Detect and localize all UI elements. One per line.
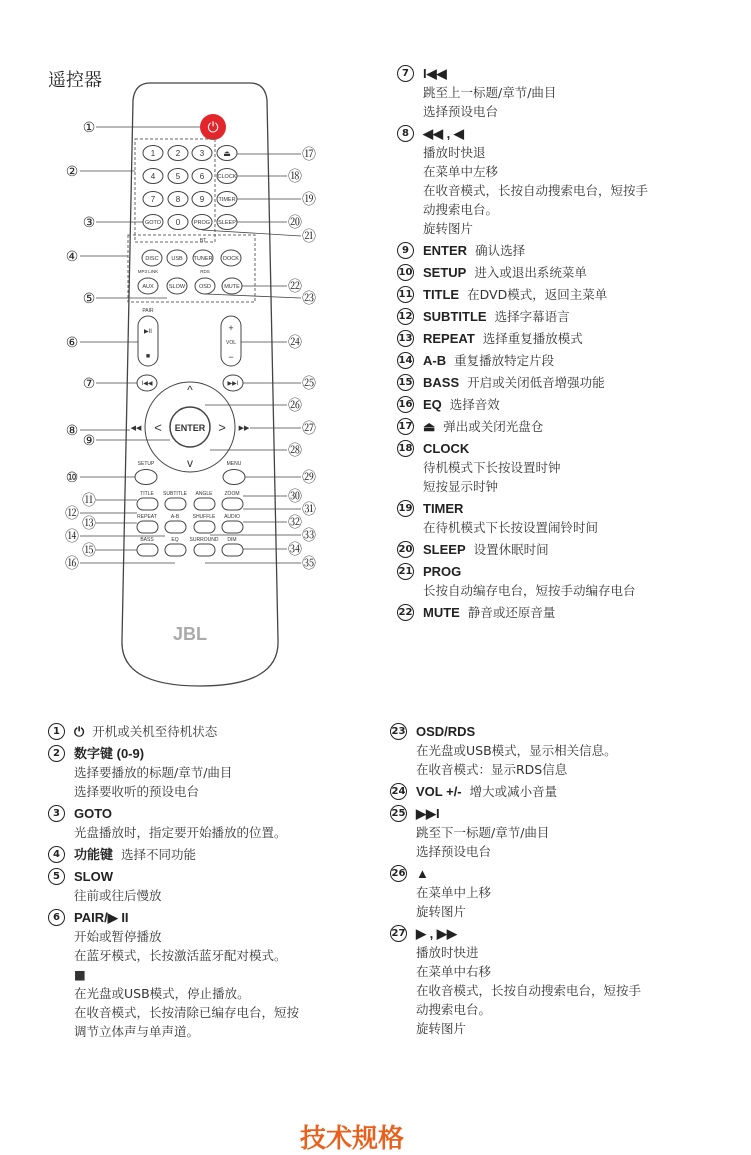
legend-line: 跳至下一标题/章节/曲目 [416, 825, 550, 840]
callout-24: ㉔ [288, 334, 302, 350]
legend-number: 21 [397, 563, 414, 580]
legend-line: 选择要播放的标题/章节/曲目 [74, 765, 233, 780]
dim-label: DIM [227, 537, 237, 543]
power-icon: ⏻ [207, 119, 219, 135]
callout-35: ㉟ [302, 555, 316, 571]
right-top-legend [397, 64, 737, 625]
legend-line: 在菜单中上移 [416, 885, 492, 900]
legend-name: ▶ , ▶▶ [416, 926, 457, 941]
num-key-8: 8 [175, 195, 181, 204]
legend-item [390, 804, 730, 861]
setup-label: SETUP [137, 461, 155, 467]
prev-key: I◀◀ [141, 381, 153, 387]
callout-7: ⑦ [82, 375, 96, 391]
right-key: > [218, 420, 226, 435]
callout-32: ㉜ [288, 514, 302, 530]
eq-key [165, 544, 186, 556]
legend-number: 11 [397, 286, 414, 303]
legend-number: 4 [48, 846, 65, 863]
callout-25: ㉕ [302, 375, 316, 391]
jbl-logo: JBL [172, 624, 208, 644]
legend-number: 12 [397, 308, 414, 325]
left-bottom-legend [48, 722, 388, 1044]
legend-line: 在菜单中左移 [423, 164, 499, 179]
legend-line: ■ [74, 967, 86, 982]
num-key-7: 7 [150, 195, 156, 204]
legend-name: I◀◀ [423, 66, 447, 81]
legend-item [397, 603, 737, 622]
legend-desc: 进入或退出系统菜单 [474, 265, 587, 280]
legend-item [397, 124, 737, 238]
legend-desc: 选择重复播放模式 [482, 331, 583, 346]
ab-label: A-B [170, 514, 180, 520]
legend-item [397, 241, 737, 260]
timer-key: TIMER [218, 197, 236, 203]
legend-number: 7 [397, 65, 414, 82]
rds-label: RDS [200, 269, 210, 274]
angle-label: ANGLE [195, 491, 213, 497]
vol-plus-key: + [228, 323, 234, 333]
mp3link-label: MP3 LINK [137, 269, 159, 274]
legend-number: 14 [397, 352, 414, 369]
menu-label: MENU [226, 461, 242, 467]
legend-name: ⏏ [423, 419, 436, 434]
callout-19: ⑲ [302, 191, 316, 207]
legend-name: ▲ [416, 866, 429, 881]
legend-number: 6 [48, 909, 65, 926]
legend-line: 在收音模式，长按自动搜索电台，短按手 [416, 983, 642, 998]
callout-21: ㉑ [302, 228, 316, 244]
bt-label: BT [199, 238, 207, 244]
page-title: 遥控器 [48, 70, 102, 91]
footer-section-heading: 技术规格 [300, 1124, 405, 1154]
callout-33: ㉝ [302, 527, 316, 543]
callout-17: ⑰ [302, 146, 316, 162]
num-key-2: 2 [175, 149, 181, 158]
legend-desc: 静音或还原音量 [467, 605, 556, 620]
legend-name: ⏻ [74, 724, 85, 739]
dock-key: DOCK [223, 256, 239, 262]
legend-line: 选择预设电台 [423, 104, 499, 119]
legend-line: 调节立体声与单声道。 [74, 1024, 200, 1039]
legend-name: ◀◀ , ◀ [423, 126, 464, 141]
legend-number: 25 [390, 805, 407, 822]
down-key: v [187, 456, 193, 470]
bass-label: BASS [140, 537, 154, 543]
legend-line: 在待机模式下长按设置闹铃时间 [423, 520, 599, 535]
legend-desc: 选择不同功能 [121, 847, 197, 862]
legend-item [48, 845, 388, 864]
sleep-key: SLEEP [218, 220, 236, 226]
legend-name: OSD/RDS [416, 724, 476, 739]
dim-key [222, 544, 243, 556]
num-key-0: 0 [175, 218, 181, 227]
legend-line: 在光盘或USB模式，停止播放。 [74, 986, 250, 1001]
num-key-5: 5 [175, 172, 181, 181]
legend-item [397, 351, 737, 370]
legend-number: 26 [390, 865, 407, 882]
eq-label: EQ [171, 537, 179, 543]
legend-line: 往前或往后慢放 [74, 888, 162, 903]
legend-line: 在收音模式，长按清除已编存电台，短按 [74, 1005, 300, 1020]
legend-line: 选择要收听的预设电台 [74, 784, 200, 799]
legend-line: 在收音模式，长按自动搜索电台，短按手 [423, 183, 649, 198]
legend-item [397, 395, 737, 414]
legend-name: SLOW [74, 869, 113, 884]
usb-key: USB [171, 256, 183, 262]
menu-key [223, 470, 245, 485]
callout-15: ⑮ [82, 542, 96, 558]
callout-6: ⑥ [65, 334, 79, 350]
callout-2: ② [65, 163, 79, 179]
callout-28: ㉘ [288, 442, 302, 458]
legend-desc: 选择音效 [449, 397, 500, 412]
legend-item [397, 329, 737, 348]
prog-key: PROG [193, 220, 211, 226]
callout-11: ⑪ [82, 492, 96, 508]
legend-desc: 确认选择 [475, 243, 526, 258]
legend-name: MUTE [423, 605, 460, 620]
legend-name: VOL +/- [416, 784, 462, 799]
legend-item [397, 540, 737, 559]
legend-item [397, 285, 737, 304]
legend-desc: 开机或关机至待机状态 [92, 724, 218, 739]
surround-key [194, 544, 215, 556]
legend-number: 18 [397, 440, 414, 457]
clock-key: CLOCK [217, 174, 237, 180]
shuffle-label: SHUFFLE [192, 514, 216, 520]
setup-key [135, 470, 157, 485]
legend-item [48, 867, 388, 905]
callout-18: ⑱ [288, 168, 302, 184]
surround-label: SURROUND [189, 537, 219, 543]
legend-item [390, 864, 730, 921]
legend-number: 2 [48, 745, 65, 762]
mute-key: MUTE [224, 284, 240, 290]
legend-line: 在蓝牙模式，长按激活蓝牙配对模式。 [74, 948, 287, 963]
audio-key [222, 521, 243, 533]
legend-number: 13 [397, 330, 414, 347]
legend-name: A-B [423, 353, 447, 368]
legend-number: 27 [390, 925, 407, 942]
legend-item [48, 744, 388, 801]
legend-line: 在收音模式：显示RDS信息 [416, 762, 568, 777]
legend-item [390, 722, 730, 779]
callout-5: ⑤ [82, 290, 96, 306]
legend-desc: 弹出或关闭光盘仓 [443, 419, 544, 434]
callout-9: ⑨ [82, 432, 96, 448]
legend-item [48, 804, 388, 842]
angle-key [194, 498, 215, 510]
legend-desc: 选择字幕语言 [494, 309, 570, 324]
legend-line: 长按自动编存电台，短按手动编存电台 [423, 583, 636, 598]
callout-22: ㉒ [288, 278, 302, 294]
legend-line: 动搜索电台。 [423, 202, 499, 217]
num-key-4: 4 [150, 172, 156, 181]
legend-number: 19 [397, 500, 414, 517]
legend-name: 数字键 (0-9) [74, 746, 145, 761]
stop-key: ■ [145, 353, 151, 360]
legend-desc: 重复播放特定片段 [454, 353, 555, 368]
legend-line: 动搜索电台。 [416, 1002, 492, 1017]
legend-line: 旋转图片 [416, 1021, 467, 1036]
subtitle-key [165, 498, 186, 510]
legend-line: 开始或暂停播放 [74, 929, 162, 944]
legend-number: 3 [48, 805, 65, 822]
callout-23: ㉓ [302, 290, 316, 306]
legend-number: 10 [397, 264, 414, 281]
legend-number: 5 [48, 868, 65, 885]
legend-name: SLEEP [423, 542, 466, 557]
legend-number: 9 [397, 242, 414, 259]
legend-number: 16 [397, 396, 414, 413]
zoom-label: ZOOM [224, 491, 240, 497]
up-key: ^ [187, 383, 193, 397]
legend-desc: 增大或减小音量 [469, 784, 558, 799]
vol-minus-key: − [228, 352, 234, 362]
enter-key: ENTER [174, 423, 206, 433]
legend-line: 旋转图片 [423, 221, 474, 236]
callout-16: ⑯ [65, 555, 79, 571]
callout-3: ③ [82, 214, 96, 230]
legend-line: 在菜单中右移 [416, 964, 492, 979]
subtitle-label: SUBTITLE [163, 491, 187, 497]
legend-name: ENTER [423, 243, 468, 258]
disc-key: DISC [145, 256, 159, 262]
legend-item [397, 64, 737, 121]
legend-item [48, 908, 388, 1041]
callout-27: ㉗ [302, 420, 316, 436]
legend-line: 在光盘或USB模式，显示相关信息。 [416, 743, 617, 758]
callout-26: ㉖ [288, 397, 302, 413]
legend-number: 20 [397, 541, 414, 558]
legend-line: 旋转图片 [416, 904, 467, 919]
legend-name: GOTO [74, 806, 113, 821]
callout-29: ㉙ [302, 469, 316, 485]
callout-31: ㉛ [302, 501, 316, 517]
legend-number: 8 [397, 125, 414, 142]
tuner-key: TUNER [193, 256, 213, 262]
rew-key: ◀◀ [130, 425, 142, 432]
callout-14: ⑭ [65, 528, 79, 544]
legend-number: 24 [390, 783, 407, 800]
legend-item [397, 499, 737, 537]
legend-name: TITLE [423, 287, 460, 302]
legend-name: SETUP [423, 265, 467, 280]
callout-30: ㉚ [288, 488, 302, 504]
left-key: < [154, 420, 162, 435]
num-key-1: 1 [150, 149, 156, 158]
num-key-3: 3 [199, 149, 205, 158]
eject-key: ⏏ [223, 149, 231, 158]
legend-item [397, 307, 737, 326]
legend-name: CLOCK [423, 441, 470, 456]
aux-key: AUX [142, 284, 154, 290]
shuffle-key [194, 521, 215, 533]
callout-8: ⑧ [65, 422, 79, 438]
osd-key: OSD [199, 284, 211, 290]
legend-item [48, 722, 388, 741]
legend-item [397, 562, 737, 600]
legend-name: EQ [423, 397, 442, 412]
legend-name: 功能键 [74, 847, 114, 862]
legend-name: ▶▶I [416, 806, 440, 821]
callout-34: ㉞ [288, 541, 302, 557]
legend-item [397, 263, 737, 282]
legend-desc: 开启或关闭低音增强功能 [467, 375, 605, 390]
legend-desc: 在DVD模式，返回主菜单 [467, 287, 608, 302]
legend-number: 1 [48, 723, 65, 740]
title-key [137, 498, 158, 510]
legend-name: TIMER [423, 501, 464, 516]
ab-key [165, 521, 186, 533]
legend-line: 待机模式下长按设置时钟 [423, 460, 561, 475]
legend-number: 17 [397, 418, 414, 435]
legend-name: REPEAT [423, 331, 475, 346]
legend-line: 播放时快进 [416, 945, 479, 960]
legend-item [390, 924, 730, 1038]
repeat-key [137, 521, 158, 533]
legend-number: 22 [397, 604, 414, 621]
legend-item [397, 417, 737, 436]
callout-1: ① [82, 119, 96, 135]
title-label: TITLE [140, 491, 154, 497]
legend-item [390, 782, 730, 801]
callout-20: ⑳ [288, 214, 302, 230]
next-key: ▶▶I [227, 381, 239, 387]
legend-name: PROG [423, 564, 462, 579]
play-pause-key: ▶II [144, 329, 152, 335]
right-bottom-legend [390, 722, 730, 1041]
legend-item [397, 373, 737, 392]
num-key-6: 6 [199, 172, 205, 181]
bass-key [137, 544, 158, 556]
callout-4: ④ [65, 248, 79, 264]
legend-desc: 设置休眠时间 [473, 542, 549, 557]
legend-number: 23 [390, 723, 407, 740]
audio-label: AUDIO [224, 514, 240, 520]
pair-label: PAIR [142, 308, 154, 314]
callout-12: ⑫ [65, 505, 79, 521]
legend-item [397, 439, 737, 496]
num-key-9: 9 [199, 195, 205, 204]
legend-name: BASS [423, 375, 460, 390]
legend-line: 选择预设电台 [416, 844, 492, 859]
callout-10: ⑩ [65, 469, 79, 485]
legend-name: SUBTITLE [423, 309, 487, 324]
zoom-key [222, 498, 243, 510]
callout-13: ⑬ [82, 515, 96, 531]
legend-line: 光盘播放时，指定要开始播放的位置。 [74, 825, 287, 840]
slow-key: SLOW [168, 284, 186, 290]
repeat-label: REPEAT [137, 514, 157, 520]
legend-line: 短按显示时钟 [423, 479, 499, 494]
ffw-key: ▶▶ [238, 425, 250, 432]
goto-key: GOTO [144, 220, 162, 226]
vol-label: VOL [225, 340, 237, 346]
legend-line: 播放时快退 [423, 145, 486, 160]
legend-line: 跳至上一标题/章节/曲目 [423, 85, 557, 100]
legend-number: 15 [397, 374, 414, 391]
legend-name: PAIR/▶ II [74, 910, 129, 925]
